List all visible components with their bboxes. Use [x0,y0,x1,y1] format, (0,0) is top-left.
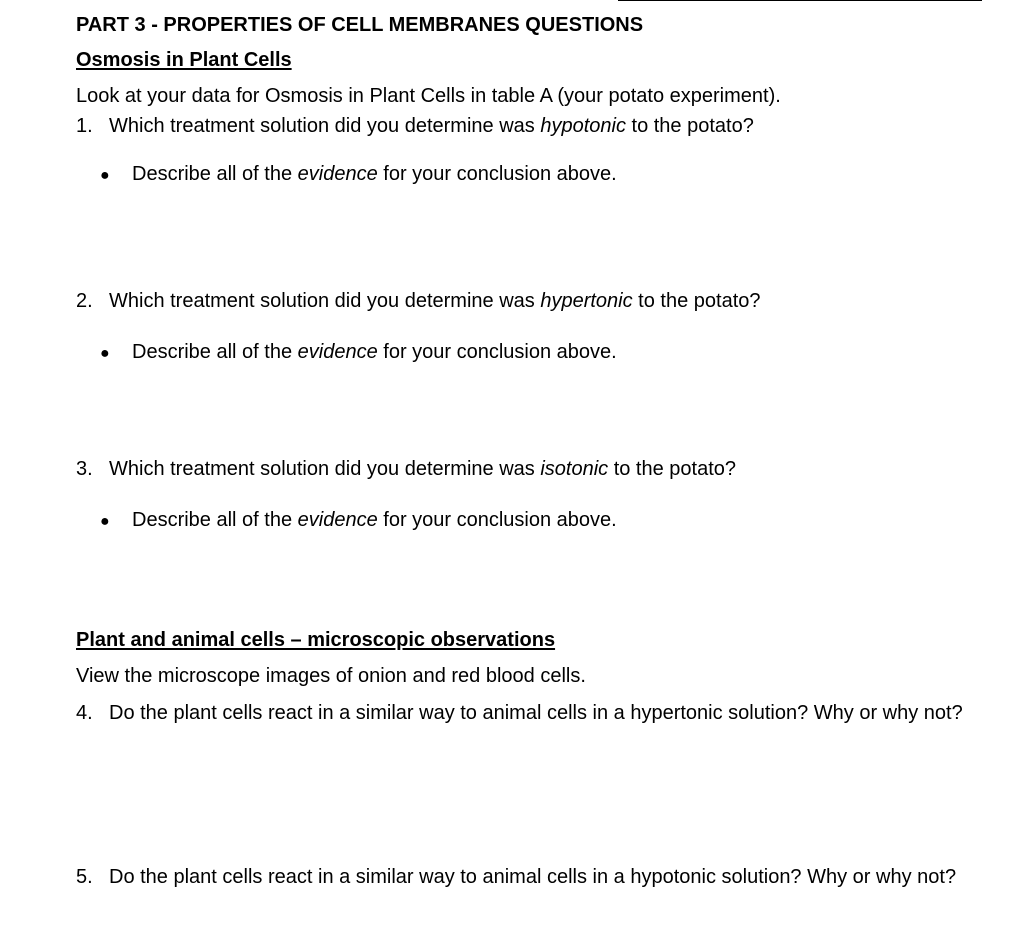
question-number: 5. [76,866,93,888]
section-intro-osmosis: Look at your data for Osmosis in Plant Cells in table A (your potato experiment). [76,85,781,107]
question-text: Do the plant cells react in a similar way to animal cells in a hypertonic solution? Why or why not? [109,702,963,724]
question-number: 1. [76,115,93,137]
top-rule [618,0,982,1]
bullet-text: Describe all of the evidence for your conclusion above. [132,163,617,185]
question-text: Do the plant cells react in a similar way to animal cells in a hypotonic solution? Why or why not? [109,866,957,888]
bullet-icon: ● [100,167,110,184]
question-text: Which treatment solution did you determine was hypotonic to the potato? [109,115,754,137]
part-title: PART 3 - PROPERTIES OF CELL MEMBRANES QUESTIONS [76,14,644,36]
question-text: Which treatment solution did you determine was hypertonic to the potato? [109,290,761,312]
question-number: 3. [76,458,93,480]
question-text: Which treatment solution did you determine was isotonic to the potato? [109,458,737,480]
section-intro-microscopic: View the microscope images of onion and red blood cells. [76,665,586,687]
bullet-icon: ● [100,513,110,530]
question-number: 4. [76,702,93,724]
section-heading-osmosis: Osmosis in Plant Cells [76,49,292,71]
bullet-text: Describe all of the evidence for your conclusion above. [132,509,617,531]
bullet-text: Describe all of the evidence for your conclusion above. [132,341,617,363]
bullet-icon: ● [100,345,110,362]
section-heading-microscopic: Plant and animal cells – microscopic observations [76,629,556,651]
question-number: 2. [76,290,93,312]
